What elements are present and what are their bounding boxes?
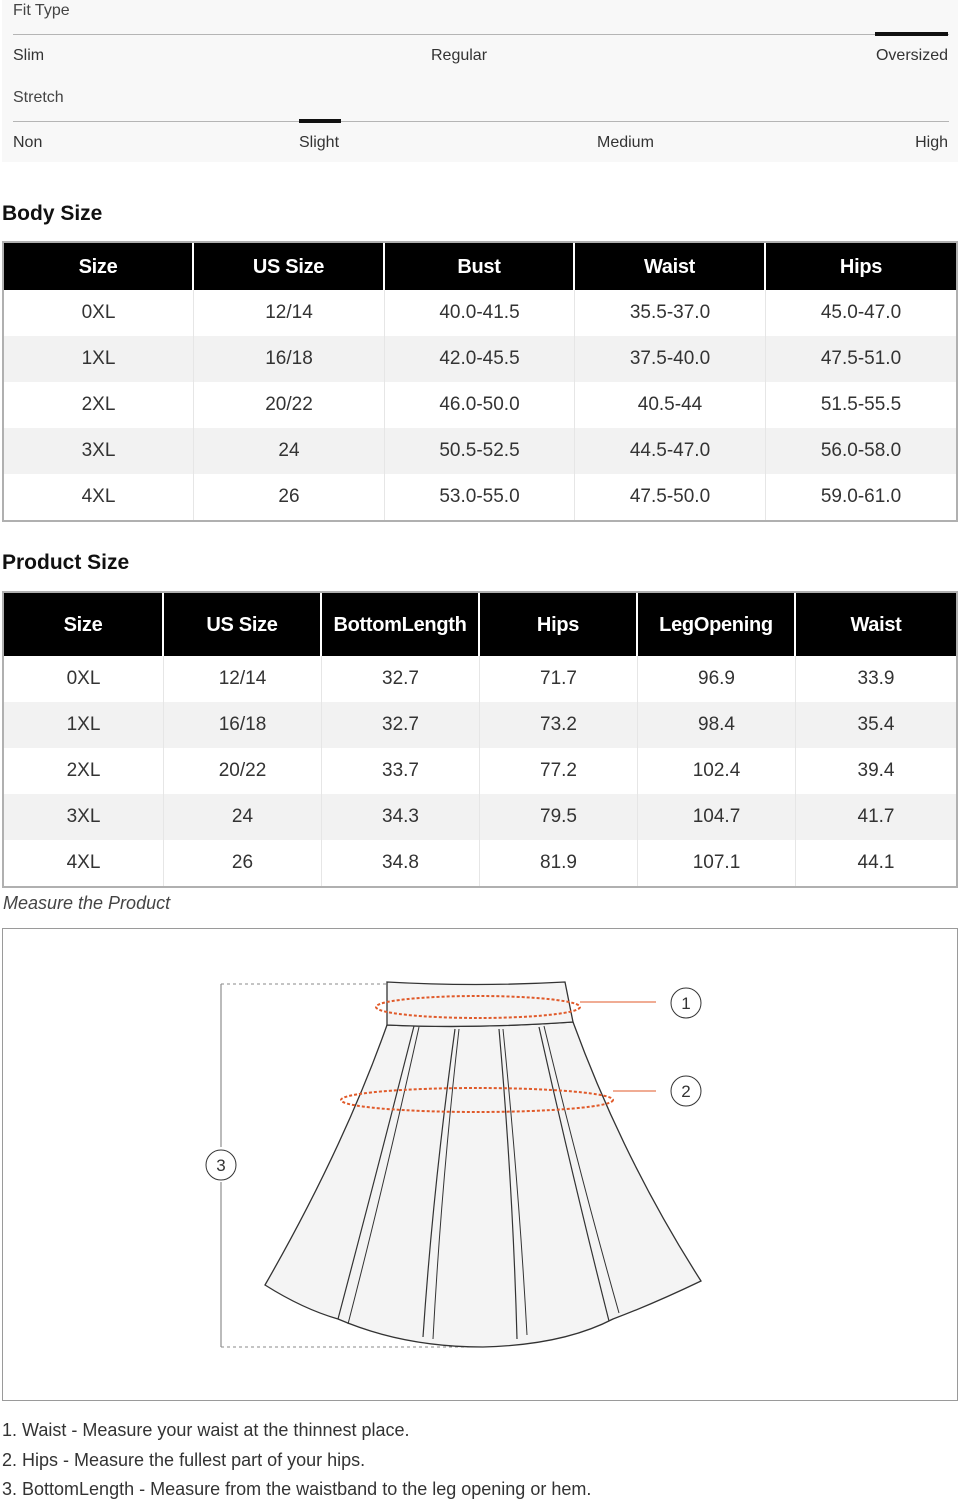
stretch-option-medium: Medium [597,134,654,151]
table-cell: 1XL [4,702,164,748]
table-row [4,336,956,382]
table-cell: 98.4 [638,702,796,748]
table-cell: 56.0-58.0 [766,428,956,474]
table-cell: 2XL [4,748,164,794]
table-cell: 40.5-44 [575,382,766,428]
fit-option-regular: Regular [431,47,488,64]
marker-label-2: 2 [681,1082,691,1101]
table-cell: 16/18 [164,702,322,748]
column-header: Hips [766,243,956,290]
table-header-row [4,593,956,656]
column-header: Bust [385,243,575,290]
column-header: LegOpening [638,593,796,656]
table-cell: 33.7 [322,748,480,794]
table-cell: 53.0-55.0 [385,474,575,520]
table-cell: 26 [194,474,385,520]
column-header: Waist [796,593,956,656]
table-cell: 24 [194,428,385,474]
table-cell: 79.5 [480,794,638,840]
table-cell: 41.7 [796,794,956,840]
measure-caption: Measure the Product [3,893,171,913]
fit-type-label: Fit Type [13,2,70,19]
table-cell: 26 [164,840,322,886]
table-cell: 34.3 [322,794,480,840]
table-cell: 2XL [4,382,194,428]
table-cell: 32.7 [322,656,480,702]
table-row [4,840,956,886]
column-header: Waist [575,243,766,290]
table-cell: 3XL [4,794,164,840]
marker-label-3: 3 [216,1156,226,1175]
stretch-label: Stretch [13,89,64,106]
table-cell: 16/18 [194,336,385,382]
table-cell: 107.1 [638,840,796,886]
column-header: Hips [480,593,638,656]
table-cell: 33.9 [796,656,956,702]
table-cell: 12/14 [194,290,385,336]
table-cell: 47.5-51.0 [766,336,956,382]
table-cell: 47.5-50.0 [575,474,766,520]
table-cell: 1XL [4,336,194,382]
column-header: US Size [164,593,322,656]
table-cell: 35.4 [796,702,956,748]
table-cell: 0XL [4,656,164,702]
table-cell: 96.9 [638,656,796,702]
table-row [4,474,956,520]
table-cell: 20/22 [164,748,322,794]
stretch-option-slight: Slight [299,134,340,151]
table-cell: 3XL [4,428,194,474]
note-hips: 2. Hips - Measure the fullest part of your hips. [2,1449,366,1470]
table-cell: 44.1 [796,840,956,886]
skirt-illustration [3,929,957,1400]
marker-label-1: 1 [681,994,691,1013]
table-cell: 71.7 [480,656,638,702]
waistband [387,982,573,1026]
table-cell: 77.2 [480,748,638,794]
table-cell: 50.5-52.5 [385,428,575,474]
table-cell: 4XL [4,840,164,886]
table-cell: 40.0-41.5 [385,290,575,336]
table-cell: 73.2 [480,702,638,748]
table-cell: 46.0-50.0 [385,382,575,428]
table-cell: 37.5-40.0 [575,336,766,382]
table-cell: 81.9 [480,840,638,886]
measure-diagram [2,928,958,1401]
table-cell: 12/14 [164,656,322,702]
table-cell: 34.8 [322,840,480,886]
fit-option-slim: Slim [13,47,45,64]
table-row [4,382,956,428]
table-cell: 35.5-37.0 [575,290,766,336]
column-header: Size [4,243,194,290]
note-bottom-length: 3. BottomLength - Measure from the waistband to the leg opening or hem. [2,1479,592,1499]
table-cell: 59.0-61.0 [766,474,956,520]
table-cell: 4XL [4,474,194,520]
stretch-option-non: Non [13,134,43,151]
note-waist: 1. Waist - Measure your waist at the thinnest place. [2,1420,410,1440]
table-cell: 42.0-45.5 [385,336,575,382]
stretch-option-high: High [915,134,948,151]
table-row [4,748,956,794]
column-header: BottomLength [322,593,480,656]
column-header: US Size [194,243,385,290]
table-row [4,702,956,748]
table-row [4,656,956,702]
table-cell: 20/22 [194,382,385,428]
body-size-table [2,241,958,522]
product-size-title: Product Size [2,551,130,574]
table-row [4,290,956,336]
table-row [4,428,956,474]
table-cell: 51.5-55.5 [766,382,956,428]
skirt-body [265,1022,701,1347]
table-cell: 104.7 [638,794,796,840]
table-cell: 0XL [4,290,194,336]
table-cell: 24 [164,794,322,840]
fit-stretch-panel [2,0,958,162]
stretch-track [13,121,949,122]
table-header-row [4,243,956,290]
body-size-title: Body Size [2,202,103,225]
column-header: Size [4,593,164,656]
table-row [4,794,956,840]
stretch-marker [299,119,341,123]
table-cell: 44.5-47.0 [575,428,766,474]
product-size-table [2,591,958,888]
fit-type-track [13,34,949,35]
measure-notes [2,1416,591,1505]
table-cell: 39.4 [796,748,956,794]
table-cell: 102.4 [638,748,796,794]
fit-type-marker [875,32,948,36]
fit-option-oversized: Oversized [875,47,948,64]
table-cell: 45.0-47.0 [766,290,956,336]
table-cell: 32.7 [322,702,480,748]
